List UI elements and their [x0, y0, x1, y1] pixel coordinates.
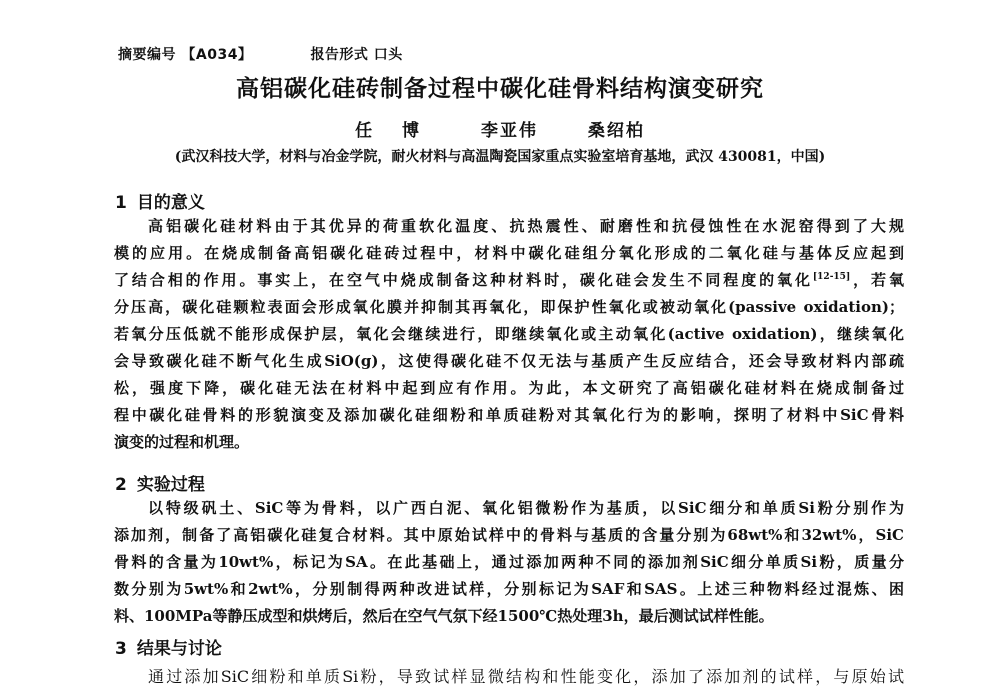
section-heading-1 — [115, 188, 205, 213]
paragraph-line: 会导致碳化硅不断气化生成SiO(g)，这使得碳化硅不仅无法与基质产生反应结合，还会导致材料内部疏 — [114, 352, 904, 370]
section-title: 结果与讨论 — [136, 639, 222, 659]
section-heading-3 — [115, 634, 222, 659]
section-heading-2 — [115, 470, 205, 495]
paragraph-line: 松，强度下降，碳化硅无法在材料中起到应有作用。为此，本文研究了高铝碳化硅材料在烧成制备过 — [114, 379, 904, 397]
paragraph-line: 料、100MPa等静压成型和烘烤后，然后在空气气氛下经1500℃热处理3h，最后测试试样性能。 — [114, 607, 774, 625]
paper-title: 高铝碳化硅砖制备过程中碳化硅骨料结构演变研究 — [236, 76, 764, 102]
section-body-3 — [114, 659, 904, 686]
paragraph-line: 模的应用。在烧成制备高铝碳化硅砖过程中，材料中碳化硅组分氧化形成的二氧化硅与基体反应起到 — [114, 244, 904, 262]
paragraph-line: 演变的过程和机理。 — [114, 433, 250, 451]
section-body-1 — [114, 213, 904, 456]
paragraph-line: 添加剂，制备了高铝碳化硅复合材料。其中原始试样中的骨料与基质的含量分别为68wt%和32wt%，SiC — [114, 526, 904, 544]
paragraph-line: 骨料的含量为10wt%，标记为SA。在此基础上，通过添加两种不同的添加剂SiC细分单质Si粉，质量分 — [114, 553, 904, 571]
section-body-2 — [114, 495, 904, 630]
section-title: 目的意义 — [136, 193, 205, 213]
section-number: 2 — [115, 475, 127, 495]
author-list — [0, 116, 1000, 141]
author-2: 李亚伟 — [480, 121, 538, 141]
section-number: 1 — [115, 193, 127, 213]
paragraph-line: 高铝碳化硅材料由于其优异的荷重软化温度、抗热震性、耐磨性和抗侵蚀性在水泥窑得到了大规 — [148, 217, 904, 235]
affiliation: (武汉科技大学，材料与冶金学院，耐火材料与高温陶瓷国家重点实验室培育基地，武汉 430081，中国) — [174, 149, 826, 165]
paragraph-line: 通过添加SiC细粉和单质Si粉，导致试样显微结构和性能变化，添加了添加剂的试样，与原始试 — [148, 667, 904, 686]
abstract-meta — [118, 44, 403, 64]
paragraph-line: 数分别为5wt%和2wt%，分别制得两种改进试样，分别标记为SAF和SAS。上述三种物料经过混炼、困 — [114, 580, 904, 598]
author-1: 任 博 — [355, 121, 432, 141]
report-form: 报告形式 口头 — [310, 47, 403, 63]
section-title: 实验过程 — [136, 475, 205, 495]
section-number: 3 — [115, 639, 127, 659]
citation-ref: [12-15] — [812, 272, 851, 282]
paragraph-line: 了结合相的作用。事实上，在空气中烧成制备这种材料时，碳化硅会发生不同程度的氧化[12-15]，若氧 — [114, 271, 904, 289]
author-3: 桑绍柏 — [587, 121, 645, 141]
paragraph-line: 以特级矾土、SiC等为骨料，以广西白泥、氧化铝微粉作为基质，以SiC细分和单质Si粉分别作为 — [148, 499, 904, 517]
paragraph-line: 程中碳化硅骨料的形貌演变及添加碳化硅细粉和单质硅粉对其氧化行为的影响，探明了材料中SiC骨料 — [114, 406, 904, 424]
paragraph-line: 分压高，碳化硅颗粒表面会形成氧化膜并抑制其再氧化，即保护性氧化或被动氧化(passive oxidation)； — [114, 298, 904, 316]
abstract-number: 摘要编号 【A034】 — [118, 47, 253, 63]
paragraph-line: 若氧分压低就不能形成保护层，氧化会继续进行，即继续氧化或主动氧化(active oxidation)，继续氧化 — [114, 325, 904, 343]
